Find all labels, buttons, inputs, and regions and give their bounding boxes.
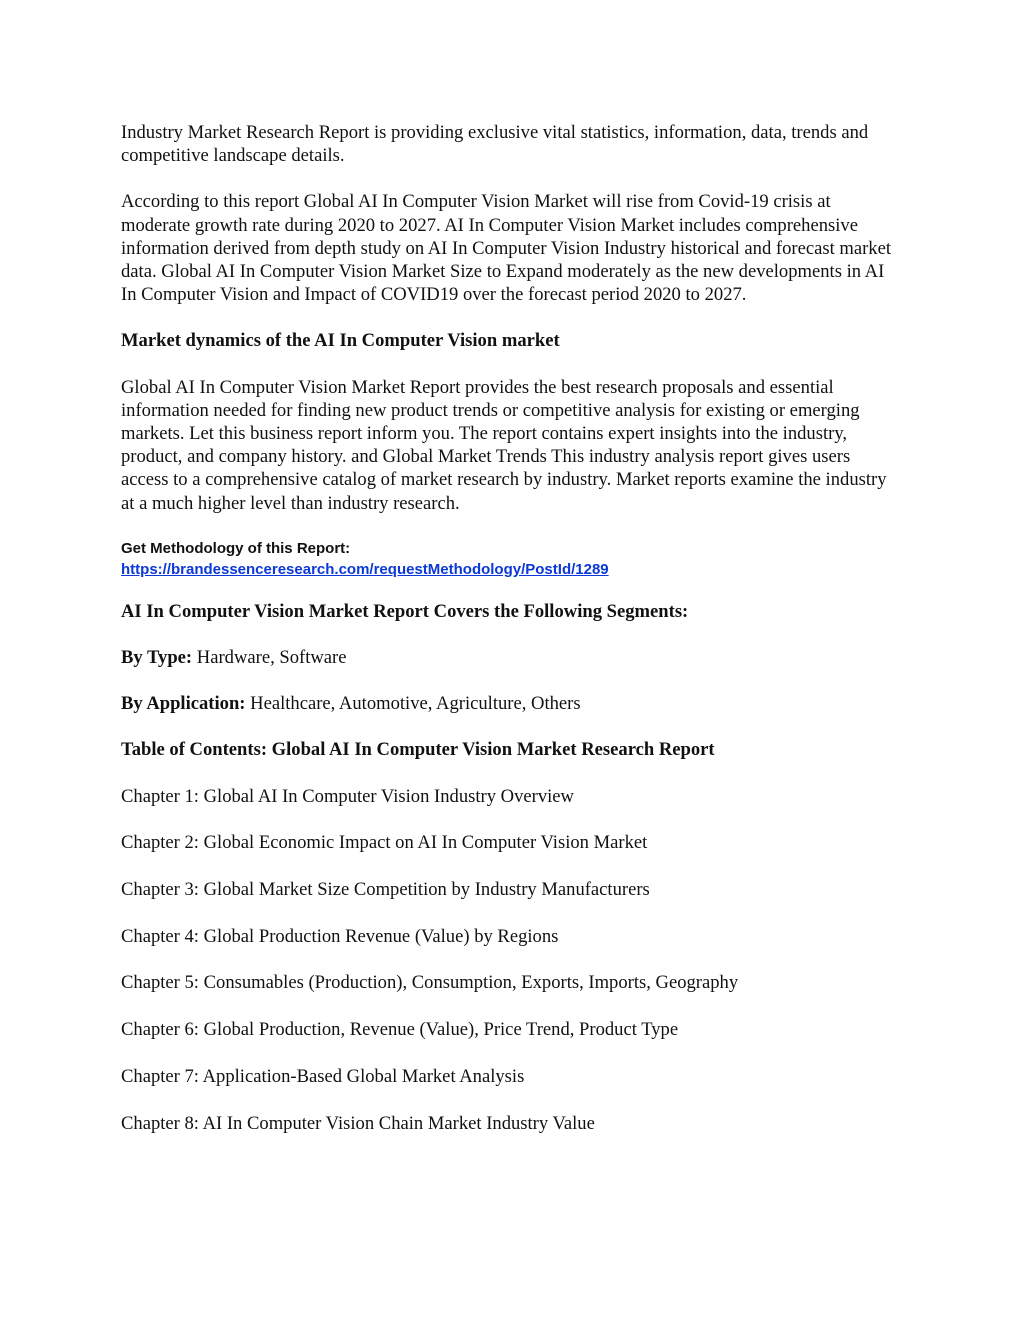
toc-heading: Table of Contents: Global AI In Computer Vision Market Research Report [121,739,715,761]
report-description-paragraph: Global AI In Computer Vision Market Report provides the best research proposals and essential information needed for finding new product trends or competitive analysis for existing or emerging markets. Let this business report inform you. The report contains expert insights into the industry, product, and company history. and Global Market Trends This industry analysis report gives users access to a comprehensive catalog of market research by industry. Market reports examine the industry at a much higher level than industry research. [121,376,887,514]
document-page [121,121,901,1158]
chapter-item: Chapter 8: AI In Computer Vision Chain Market Industry Value [121,1112,595,1134]
chapter-item: Chapter 4: Global Production Revenue (Value) by Regions [121,925,559,947]
by-application-label: By Application: [121,693,246,715]
chapter-item: Chapter 6: Global Production, Revenue (Value), Price Trend, Product Type [121,1019,679,1041]
chapter-item: Chapter 5: Consumables (Production), Consumption, Exports, Imports, Geography [121,972,739,994]
by-type-line [121,646,901,669]
segments-heading: AI In Computer Vision Market Report Covers the Following Segments: [121,600,689,622]
by-type-label: By Type: [121,647,193,669]
chapter-list [121,785,901,1135]
by-application-value: Healthcare, Automotive, Agriculture, Others [245,693,581,715]
chapter-item: Chapter 2: Global Economic Impact on AI In Computer Vision Market [121,832,648,854]
methodology-block [121,538,901,580]
chapter-item: Chapter 7: Application-Based Global Market Analysis [121,1065,525,1087]
by-application-line [121,692,901,715]
forecast-paragraph: According to this report Global AI In Computer Vision Market will rise from Covid-19 crisis at moderate growth rate during 2020 to 2027. AI In Computer Vision Market includes comprehensive information derived from depth study on AI In Computer Vision Industry historical and forecast market data. Global AI In Computer Vision Market Size to Expand moderately as the new developments in AI In Computer Vision and Impact of COVID19 over the forecast period 2020 to 2027. [121,191,892,306]
chapter-item: Chapter 1: Global AI In Computer Vision Industry Overview [121,785,574,807]
intro-paragraph: Industry Market Research Report is providing exclusive vital statistics, information, data, trends and competitive landscape details. [121,122,869,167]
by-type-value: Hardware, Software [192,647,347,669]
dynamics-heading: Market dynamics of the AI In Computer Vision market [121,330,560,352]
methodology-link[interactable]: https://brandessenceresearch.com/requestMethodology/PostId/1289 [121,560,609,578]
chapter-item: Chapter 3: Global Market Size Competition by Industry Manufacturers [121,879,650,901]
methodology-label: Get Methodology of this Report: [121,539,351,557]
